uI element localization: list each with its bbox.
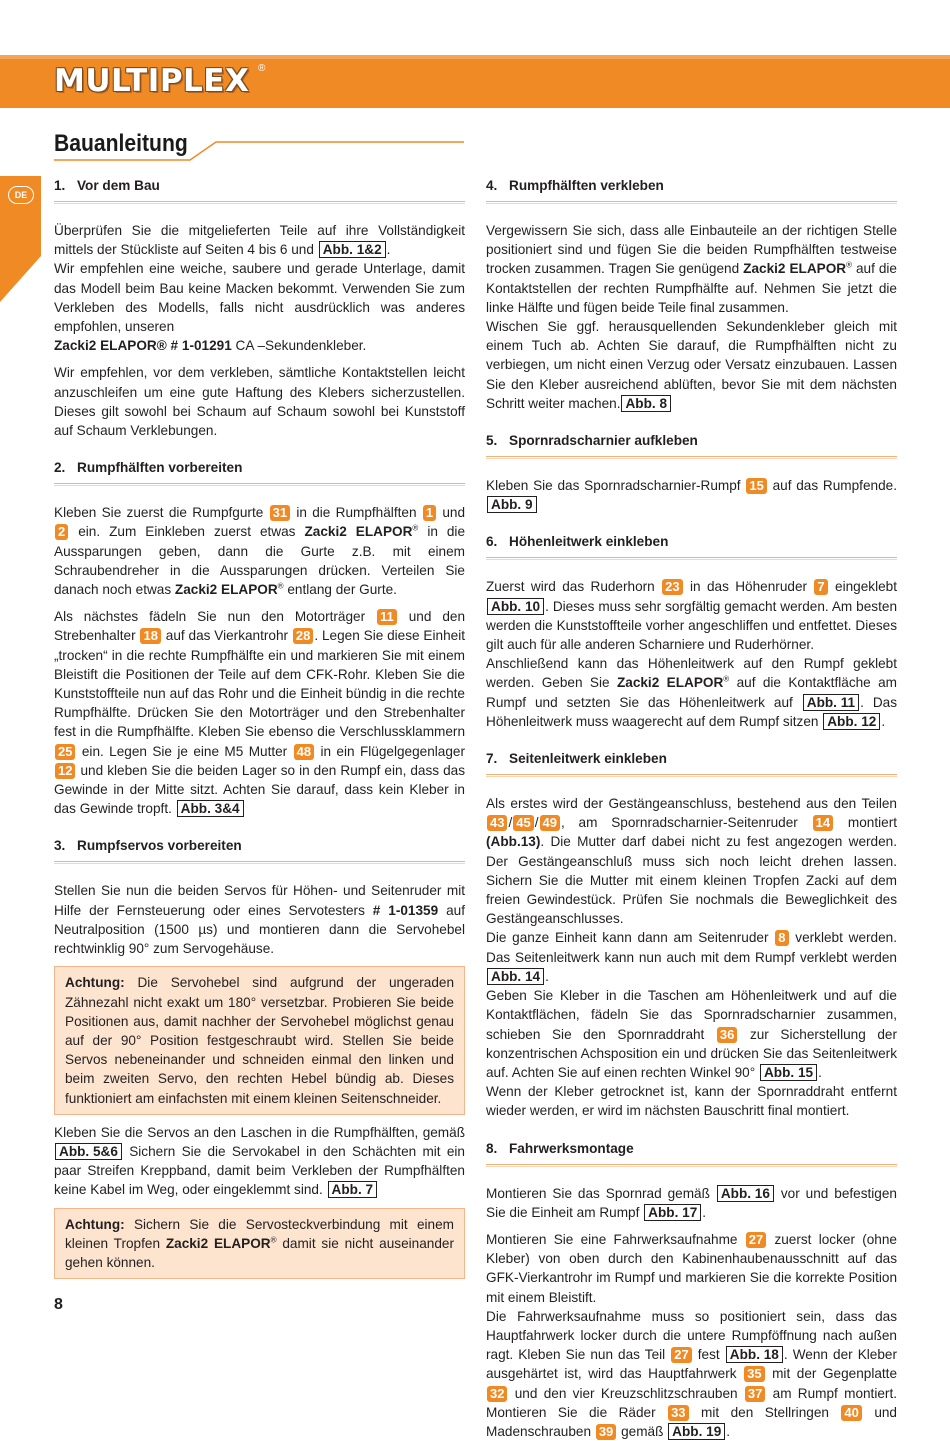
part-badge: 35 xyxy=(744,1366,764,1382)
paragraph: Kleben Sie die Servos an den Laschen in die Rumpfhälften, gemäß Abb. 5&6 Sichern Sie die Servokabel in den Schächten mit ein paar Streifen Kreppband, damit beim Verkleben der Rumpfhälften keine Kabel im Weg, oder eingeklemmt sind. Abb. 7 xyxy=(54,1124,465,1198)
section-heading: 1. Vor dem Bau xyxy=(54,176,465,199)
part-badge: 15 xyxy=(746,478,766,494)
part-badge: 27 xyxy=(671,1347,691,1363)
section-heading: 8. Fahrwerksmontage xyxy=(486,1139,897,1162)
paragraph: Montieren Sie eine Fahrwerksaufnahme 27 zuerst locker (ohne Kleber) von oben durch den Kabinenhaubenausschnitt auf das GFK-Vierkantrohr im Rumpf und markieren Sie die korrekte Position mit einem Bleistift. Die Fahrwerksaufnahme muss so positioniert sein, dass das Hauptfahrwerk locker durch die untere Rumpföffnung nach außen ragt. Kleben Sie nun das Teil 27 fest Abb. 18 . Wenn der Kleber ausgehärtet ist, wird das Hauptfahrwerk 35 mit der Gegenplatte 32 und den vier Kreuzschlitzschrauben 37 am Rumpf montiert. Montieren Sie die Räder 33 mit den Stellringen 40 und Madenschrauben 39 gemäß Abb. 19 . xyxy=(486,1231,898,1439)
paragraph: Als erstes wird der Gestängeanschluss, bestehend aus den Teilen 43 / 45 / 49 , am Spornradscharnier-Seitenruder 14 montiert (Abb.13). Die Mutter darf dabei nicht zu fest angezogen werden. Der Gestängeanschluß muss sich noch leicht drehen lassen. Sichern Sie die Mutter mit einem kleinen Tropfen Zacki auf dem freien Gewindestück. Prüfen Sie nochmals die Beweglichkeit des Gestängeanschlusses. Die ganze Einheit kann dann am Seitenruder 8 verklebt werden. Das Seitenleitwerk kann nun auch mit dem Rumpf verklebt werden Abb. 14 . Geben Sie Kleber in die Taschen am Höhenleitwerk und auf die Kontaktflächen, fädeln Sie das Spornradscharnier zusammen, schieben Sie den Spornraddraht 36 zur Sicherstellung der konzentrischen Achsposition ein und drücken Sie das Seitenleitwerk auf. Achten Sie auf einen rechten Winkel 90° Abb. 15 . Wenn der Kleber getrocknet ist, kann der Spornraddraht entfernt wieder werden, er wird im nächsten Bauschritt final montiert. xyxy=(486,796,898,1119)
figure-ref: Abb. 14 xyxy=(487,968,544,985)
section-8 xyxy=(486,1139,897,1441)
section-2 xyxy=(54,458,465,818)
figure-ref: Abb. 18 xyxy=(726,1346,783,1363)
section-heading: 4. Rumpfhälften verkleben xyxy=(486,176,897,199)
figure-ref: Abb. 7 xyxy=(328,1181,378,1198)
part-badge: 23 xyxy=(662,579,682,595)
paragraph: Kleben Sie das Spornradscharnier-Rumpf 15 auf das Rumpfende. Abb. 9 xyxy=(486,478,897,513)
part-badge: 7 xyxy=(814,579,827,595)
part-badge: 32 xyxy=(487,1386,507,1402)
section-1 xyxy=(54,176,465,440)
right-column xyxy=(486,176,897,1441)
figure-ref: Abb. 11 xyxy=(803,694,859,711)
part-badge: 12 xyxy=(55,763,75,779)
part-badge: 28 xyxy=(293,628,313,644)
brand-logo: MULTIPLEX xyxy=(54,63,250,99)
part-badge: 27 xyxy=(746,1232,766,1248)
left-column xyxy=(54,176,465,1279)
part-badge: 49 xyxy=(540,815,560,831)
section-3 xyxy=(54,836,465,1279)
page-number: 8 xyxy=(54,1296,63,1313)
figure-ref: Abb. 19 xyxy=(668,1423,725,1440)
section-7 xyxy=(486,749,897,1120)
figure-ref: Abb. 8 xyxy=(621,395,671,412)
figure-ref: Abb. 12 xyxy=(823,713,880,730)
figure-ref: Abb. 1&2 xyxy=(319,241,386,258)
section-heading: 3. Rumpfservos vorbereiten xyxy=(54,836,465,859)
part-badge: 36 xyxy=(717,1027,737,1043)
section-heading: 2. Rumpfhälften vorbereiten xyxy=(54,458,465,481)
section-4 xyxy=(486,176,897,413)
warning-note: Achtung: Sichern Sie die Servosteckverbindung mit einem kleinen Tropfen Zacki2 ELAPOR® damit sie nicht auseinander gehen können. xyxy=(54,1208,465,1280)
language-badge: DE xyxy=(8,186,34,204)
warning-note: Achtung: Die Servohebel sind aufgrund der ungeraden Zähnezahl nicht exakt um 180° versetzbar. Probieren Sie beide Positionen aus, damit nachher der Servohebel möglichst genau auf der 90° Position festgeschraubt wird. Stellen Sie beide Servos nebeneinander und schneiden einmal den linken und beim zweiten Servo, den rechten Hebel bündig ab. Dieses funktioniert am einfachsten mit einem kleinen Seitenschneider. xyxy=(54,966,465,1114)
part-badge: 8 xyxy=(775,930,788,946)
paragraph: Kleben Sie zuerst die Rumpfgurte 31 in die Rumpfhälften 1 und 2 ein. Zum Einkleben zuerst etwas Zacki2 ELAPOR® in die Aussparungen geben, dann die Gurte z.B. mit einem Schraubendreher in die Aussparungen drücken. Verteilen Sie danach noch etwas Zacki2 ELAPOR® entlang der Gurte. xyxy=(54,505,466,598)
figure-ref: Abb. 10 xyxy=(487,598,544,615)
paragraph: Wir empfehlen, vor dem verkleben, sämtliche Kontaktstellen leicht anzuschleifen um eine gute Haftung des Klebers sicherzustellen. Dieses gilt sowohl bei Schaum auf Schaum sowohl bei Kunststoff auf Schaum Verklebungen. xyxy=(54,365,465,439)
section-heading: 6. Höhenleitwerk einkleben xyxy=(486,532,897,555)
figure-ref: Abb. 15 xyxy=(760,1064,817,1081)
paragraph: Vergewissern Sie sich, dass alle Einbauteile an der richtigen Stelle positioniert sind und fügen Sie die beiden Rumpfhälften testweise trocken zusammen. Tragen Sie genügend Zacki2 ELAPOR® auf die Kontaktstellen der rechten Rumpfhälfte auf. Nehmen Sie jetzt die linke Hälfte und fügen beide Teile final zusammen. Wischen Sie ggf. herausquellenden Sekundenkleber gleich mit einem Tuch ab. Achten Sie darauf, die Rumpfhälften nicht zu verbiegen, um nicht einen Verzug oder Versatz einzubauen. Lassen Sie den Kleber ausreichend ablüften, bevor Sie mit dem nächsten Schritt weiter machen. Abb. 8 xyxy=(486,223,897,411)
section-heading: 7. Seitenleitwerk einkleben xyxy=(486,749,897,772)
part-badge: 45 xyxy=(513,815,533,831)
paragraph: Stellen Sie nun die beiden Servos für Höhen- und Seitenruder mit Hilfe der Fernsteuerung oder eines Servotesters # 1-01359 auf Neutralposition (1500 µs) und montieren dann die Servohebel rechtwinklig 90° zum Servogehäuse. xyxy=(54,883,465,957)
part-badge: 31 xyxy=(270,505,290,521)
part-badge: 48 xyxy=(294,744,314,760)
figure-ref: Abb. 17 xyxy=(644,1204,701,1221)
figure-ref: Abb. 5&6 xyxy=(55,1143,122,1160)
section-5 xyxy=(486,431,897,514)
part-badge: 39 xyxy=(596,1424,616,1440)
figure-ref: Abb. 3&4 xyxy=(177,800,244,817)
part-badge: 43 xyxy=(487,815,507,831)
paragraph: Überprüfen Sie die mitgelieferten Teile auf ihre Vollständigkeit mittels der Stückliste auf Seiten 4 bis 6 und Abb. 1&2 . Wir empfehlen eine weiche, saubere und gerade Unterlage, damit das Modell beim Bau keine Macken bekommt. Verwenden Sie zum Verkleben des Modells, falls nicht ausdrücklich was anderes empfohlen, unseren Zacki2 ELAPOR® # 1-01291 CA –Sekundenkleber. xyxy=(54,223,465,354)
section-6 xyxy=(486,532,897,731)
paragraph: Als nächstes fädeln Sie nun den Motorträger 11 und den Strebenhalter 18 auf das Vierkantrohr 28 . Legen Sie diese Einheit „trocken“ in die rechte Rumpfhälfte ein und markieren Sie mit einem Bleistift die Positionen der Teile auf dem CFK-Rohr. Kleben Sie die Kunststoffteile nun auf das Rohr und die Einheit bündig in die rechte Rumpfhälfte. Drücken Sie den Motorträger und den Strebenhalter fest in die Rumpfhälfte. Kleben Sie ebenso die Verschlussklammern 25 ein. Legen Sie je eine M5 Mutter 48 in ein Flügelgegenlager 12 und kleben Sie die beiden Lager so in den Rumpf ein, dass das Gewinde in der Mitte sitzt. Achten Sie darauf, dass kein Kleber in das Gewinde tropft. Abb. 3&4 xyxy=(54,609,466,817)
part-badge: 33 xyxy=(668,1405,688,1421)
part-badge: 25 xyxy=(55,744,75,760)
part-badge: 18 xyxy=(140,628,160,644)
page-title: Bauanleitung xyxy=(54,130,188,157)
paragraph: Zuerst wird das Ruderhorn 23 in das Höhenruder 7 eingeklebt Abb. 10 . Dieses muss sehr sorgfältig gemacht werden. Am besten werden die Kunststoffteile vorher angeschliffen und entfettet. Dieses gilt auch für alle anderen Scharniere und Ruderhörner. Anschließend kann das Höhenleitwerk auf den Rumpf geklebt werden. Geben Sie Zacki2 ELAPOR® auf die Kontaktfläche am Rumpf und setzten Sie das Höhenleitwerk auf Abb. 11 . Das Höhenleitwerk muss waagerecht auf dem Rumpf sitzen Abb. 12 . xyxy=(486,579,898,729)
paragraph: Montieren Sie das Spornrad gemäß Abb. 16 vor und befestigen Sie die Einheit am Rumpf Abb. 17 . xyxy=(486,1185,897,1220)
part-badge: 2 xyxy=(55,524,68,540)
registered-mark: ® xyxy=(258,63,266,74)
part-badge: 1 xyxy=(423,505,436,521)
part-badge: 11 xyxy=(377,609,397,625)
part-badge: 40 xyxy=(841,1405,861,1421)
figure-ref: Abb. 16 xyxy=(717,1185,774,1202)
part-badge: 14 xyxy=(813,815,833,831)
part-badge: 37 xyxy=(745,1386,765,1402)
section-heading: 5. Spornradscharnier aufkleben xyxy=(486,431,897,454)
figure-ref: Abb. 9 xyxy=(487,496,537,513)
